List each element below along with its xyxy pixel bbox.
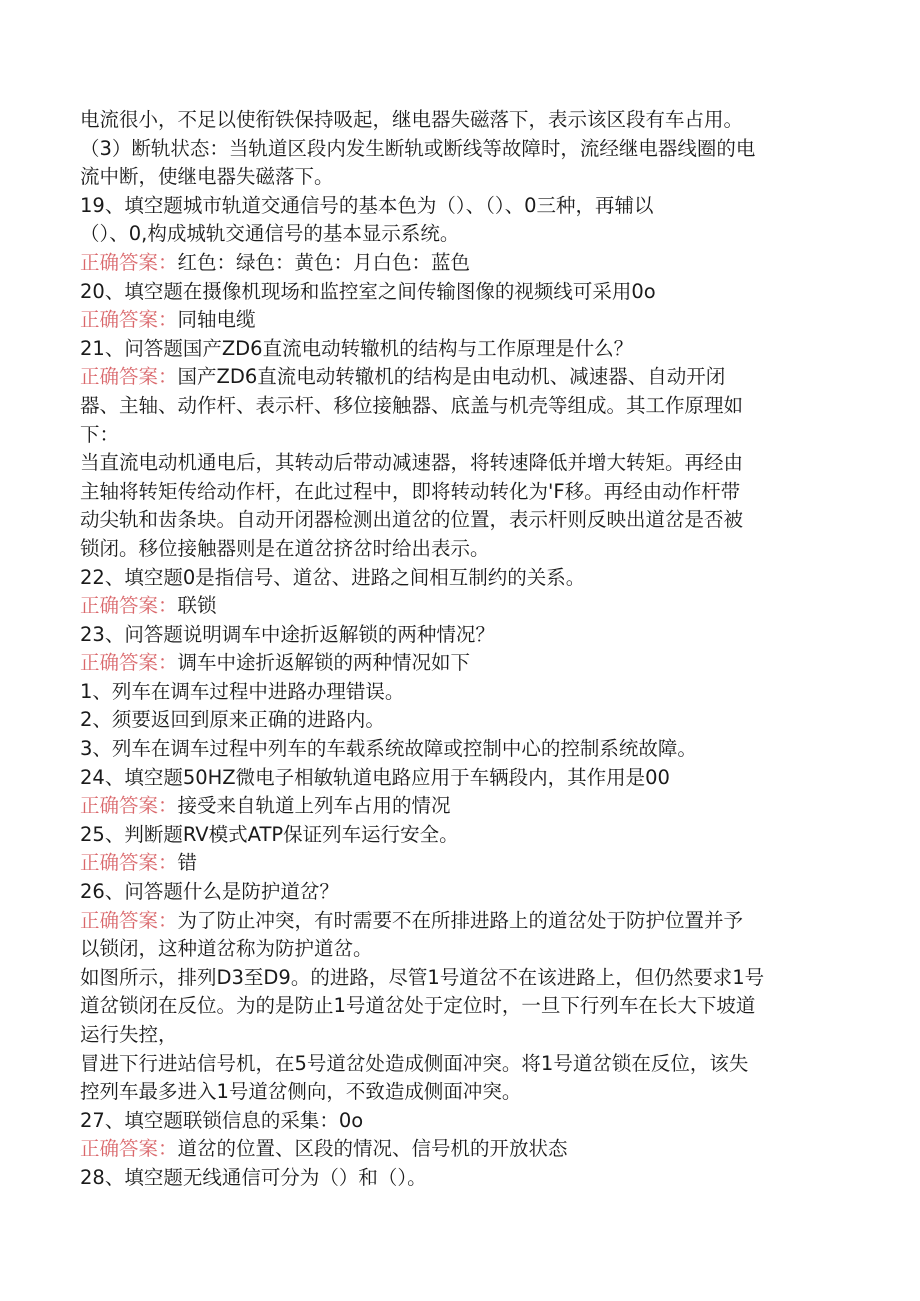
question-line: 26、问答题什么是防护道岔？ <box>80 880 339 904</box>
answer-line: 正确答案：错 <box>80 851 198 875</box>
answer-label: 正确答案： <box>80 308 178 332</box>
question-line: 21、问答题国产ZD6直流电动转辙机的结构与工作原理是什么？ <box>80 336 634 360</box>
text-line: 1、列车在调车过程中进路办理错误。 <box>80 679 405 703</box>
text-line: 2、须要返回到原来正确的进路内。 <box>80 708 385 732</box>
answer-label: 正确答案： <box>80 365 178 389</box>
answer-line: 正确答案：国产ZD6直流电动转辙机的结构是由电动机、减速器、自动开闭 <box>80 365 726 389</box>
text-line: 运行失控， <box>80 1023 178 1046</box>
text-line: 器、主轴、动作杆、表示杆、移位接触器、底盖与机壳等组成。其工作原理如 <box>80 393 744 417</box>
text-line: 下： <box>80 422 120 446</box>
answer-label: 正确答案： <box>80 794 178 818</box>
answer-line: 正确答案：为了防止冲突，有时需要不在所排进路上的道岔处于防护位置并予 <box>80 908 744 932</box>
question-line: 24、填空题50HZ微电子相敏轨道电路应用于车辆段内，其作用是00 <box>80 765 670 789</box>
question-line: 22、填空题0是指信号、道岔、进路之间相互制约的关系。 <box>80 565 586 589</box>
question-line: 25、判断题RV模式ATP保证列车运行安全。 <box>80 822 459 846</box>
text-line: 流中断，使继电器失磁落下。 <box>80 165 334 189</box>
answer-line: 正确答案：调车中途折返解锁的两种情况如下 <box>80 651 471 675</box>
answer-line: 正确答案：同轴电缆 <box>80 308 256 332</box>
document-page <box>80 106 840 1193</box>
text-line: 3、列车在调车过程中列车的车载系统故障或控制中心的控制系统故障。 <box>80 737 697 761</box>
text-line: 如图所示，排列D3至D9。的进路，尽管1号道岔不在该进路上，但仍然要求1号 <box>80 965 765 989</box>
answer-label: 正确答案： <box>80 1137 178 1161</box>
text-line: 主轴将转矩传给动作杆，在此过程中，即将转动转化为'F移。再经由动作杆带 <box>80 479 741 503</box>
question-line: 23、问答题说明调车中途折返解锁的两种情况？ <box>80 622 495 646</box>
answer-label: 正确答案： <box>80 851 178 875</box>
text-line: 以锁闭，这种道岔称为防护道岔。 <box>80 937 373 961</box>
text-line: 当直流电动机通电后，其转动后带动减速器，将转速降低并增大转矩。再经由 <box>80 451 744 475</box>
text-line: （3）断轨状态：当轨道区段内发生断轨或断线等故障时，流经继电器线圈的电 <box>80 136 756 160</box>
question-line: 28、填空题无线通信可分为（）和（）。 <box>80 1165 427 1189</box>
answer-label: 正确答案： <box>80 250 178 274</box>
answer-line: 正确答案：道岔的位置、区段的情况、信号机的开放状态 <box>80 1137 568 1161</box>
text-line: 锁闭。移位接触器则是在道岔挤岔时给出表示。 <box>80 536 490 560</box>
question-line: 27、填空题联锁信息的采集：0o <box>80 1108 364 1132</box>
question-line: 20、填空题在摄像机现场和监控室之间传输图像的视频线可采用0o <box>80 279 656 303</box>
answer-line: 正确答案：联锁 <box>80 594 217 618</box>
text-line: 电流很小，不足以使衔铁保持吸起，继电器失磁落下，表示该区段有车占用。 <box>80 108 744 131</box>
answer-line: 正确答案：接受来自轨道上列车占用的情况 <box>80 794 451 818</box>
question-line: 19、填空题城市轨道交通信号的基本色为（）、（）、0三种，再辅以 <box>80 193 654 217</box>
text-line: 冒进下行进站信号机，在5号道岔处造成侧面冲突。将1号道岔锁在反位，该失 <box>80 1051 749 1075</box>
answer-line: 正确答案：红色：绿色：黄色：月白色：蓝色 <box>80 250 471 274</box>
answer-label: 正确答案： <box>80 594 178 618</box>
answer-label: 正确答案： <box>80 651 178 675</box>
text-line: （）、0,构成城轨交通信号的基本显示系统。 <box>80 222 460 246</box>
answer-label: 正确答案： <box>80 908 178 932</box>
text-line: 动尖轨和齿条块。自动开闭器检测出道岔的位置，表示杆则反映出道岔是否被 <box>80 508 744 532</box>
text-line: 控列车最多进入1号道岔侧向，不致造成侧面冲突。 <box>80 1080 522 1104</box>
text-line: 道岔锁闭在反位。为的是防止1号道岔处于定位时，一旦下行列车在长大下坡道 <box>80 994 756 1018</box>
